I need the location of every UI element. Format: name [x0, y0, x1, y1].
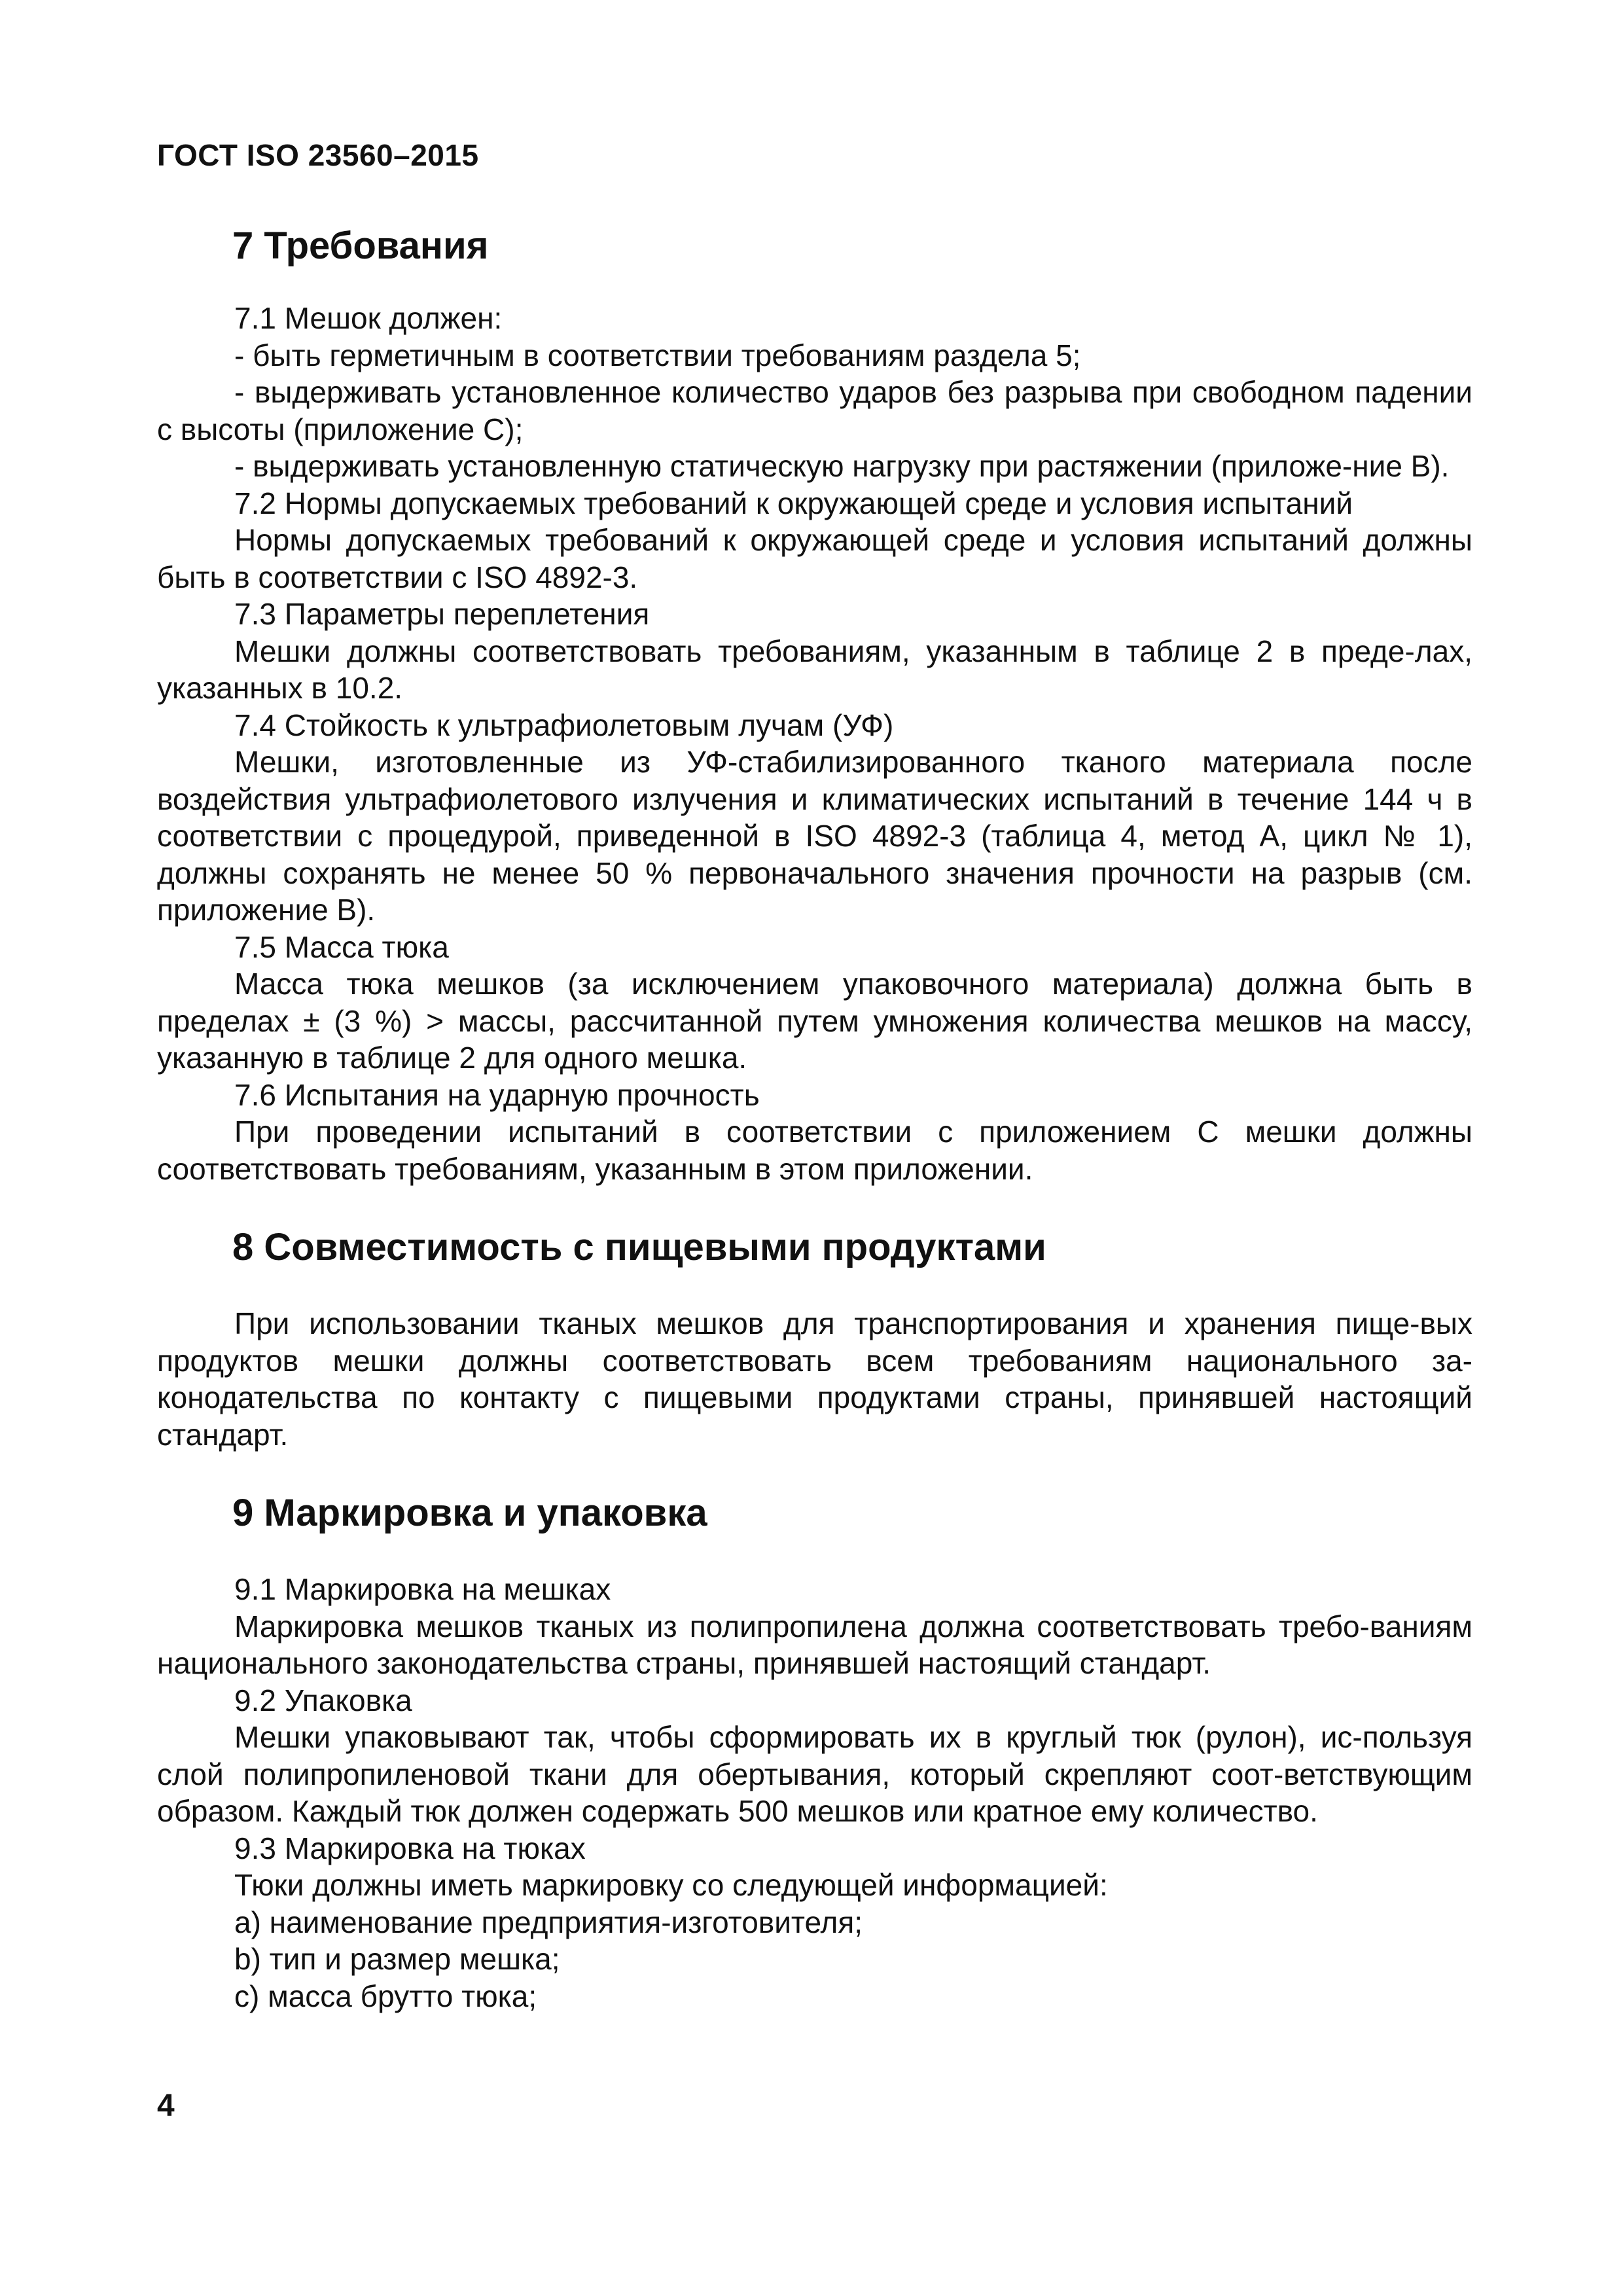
section-7-paragraph: 7.1 Мешок должен: — [234, 301, 503, 335]
list-item: с) масса брутто тюка; — [234, 1979, 537, 2013]
section-7-paragraph: 7.3 Параметры переплетения — [234, 597, 650, 631]
section-8-title: 8 Совместимость с пищевыми продуктами — [232, 1226, 1046, 1268]
document-code: ГОСТ ISO 23560–2015 — [157, 138, 479, 172]
section-7-paragraph: 7.2 Нормы допускаемых требований к окружающей среде и условия испытаний — [234, 486, 1353, 520]
section-7-paragraph: Мешки, изготовленные из УФ-стабилизированного тканого материала после воздействия ультрафиолетового излучения и климатических испытаний в течение 144 ч в соответствии с процедурой, приведенной в ISO 4892-3 (таблица 4, метод А, цикл № 1), должны сохранять не менее 50 % первоначального значения прочности на разрыв (см. приложение В). — [157, 745, 1472, 927]
section-9-paragraph: 9.2 Упаковка — [234, 1683, 412, 1717]
section-7-paragraph: - выдерживать установленное количество ударов без разрыва при свободном падении с высоты (приложение С); — [157, 375, 1472, 446]
list-item: b) тип и размер мешка; — [234, 1942, 560, 1976]
section-7-title: 7 Требования — [232, 224, 489, 267]
page-number: 4 — [157, 2089, 175, 2123]
section-7-paragraph: Нормы допускаемых требований к окружающей среде и условия испытаний должны быть в соответствии с ISO 4892-3. — [157, 523, 1472, 594]
section-9-paragraph: Мешки упаковывают так, чтобы сформировать их в круглый тюк (рулон), ис-пользуя слой полипропиленовой ткани для обертывания, который скрепляют соот-ветствующим образом. Каждый тюк должен содержать 500 мешков или кратное ему количество. — [157, 1720, 1472, 1828]
section-8-paragraph: При использовании тканых мешков для транспортирования и хранения пище-вых продуктов мешки должны соответствовать всем требованиям национального за-конодательства по контакту с пищевыми продуктами страны, принявшей настоящий стандарт. — [157, 1306, 1472, 1452]
section-7-paragraph: Масса тюка мешков (за исключением упаковочного материала) должна быть в пределах ± (3 %) > массы, рассчитанной путем умножения количества мешков на массу, указанную в таблице 2 для одного мешка. — [157, 967, 1472, 1075]
section-9-paragraph: 9.1 Маркировка на мешках — [234, 1572, 611, 1606]
section-7-paragraph: 7.6 Испытания на ударную прочность — [234, 1077, 760, 1112]
section-7-paragraph: Мешки должны соответствовать требованиям, указанным в таблице 2 в преде-лах, указанных в 10.2. — [157, 634, 1472, 705]
section-9-paragraph: 9.3 Маркировка на тюках — [234, 1831, 586, 1865]
section-7-paragraph: - выдерживать установленную статическую нагрузку при растяжении (приложе-ние В). — [234, 449, 1450, 483]
section-9-paragraph: Маркировка мешков тканых из полипропилена должна соответствовать требо-ваниям национального законодательства страны, принявшей настоящий стандарт. — [157, 1609, 1472, 1680]
section-7-paragraph: 7.4 Стойкость к ультрафиолетовым лучам (УФ) — [234, 708, 894, 742]
section-7-paragraph: При проведении испытаний в соответствии с приложением С мешки должны соответствовать требованиям, указанным в этом приложении. — [157, 1115, 1472, 1186]
section-9-title: 9 Маркировка и упаковка — [232, 1492, 707, 1534]
list-item: а) наименование предприятия-изготовителя; — [234, 1905, 863, 1939]
section-7-paragraph: - быть герметичным в соответствии требованиям раздела 5; — [234, 338, 1081, 372]
section-9-paragraph: Тюки должны иметь маркировку со следующей информацией: — [234, 1868, 1108, 1902]
section-7-paragraph: 7.5 Масса тюка — [234, 929, 449, 964]
page-content — [157, 196, 1472, 2015]
